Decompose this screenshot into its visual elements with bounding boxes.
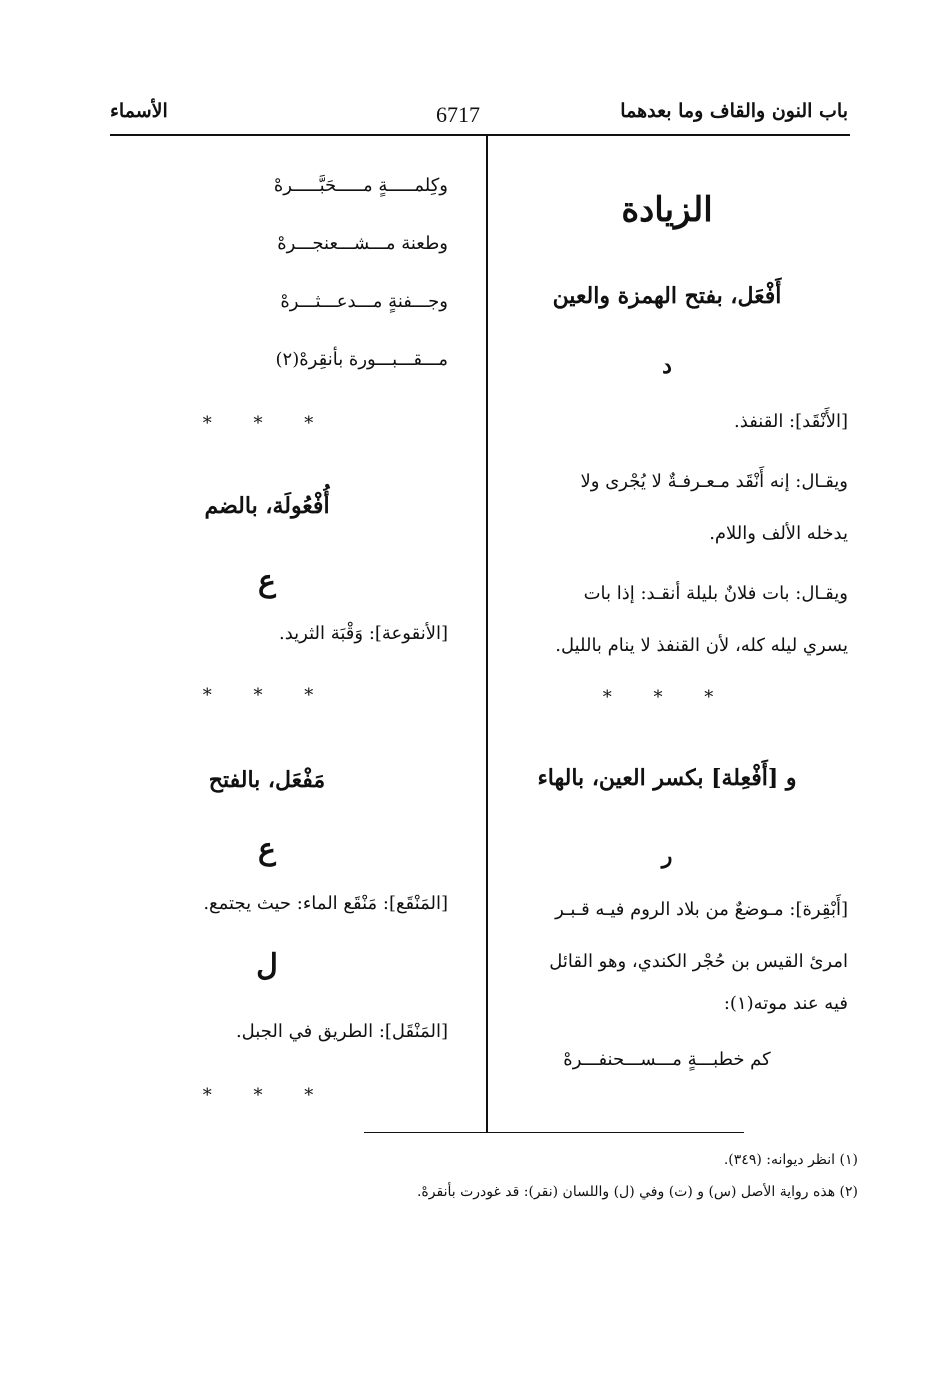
section-separator: * * * (202, 1085, 332, 1106)
entry-abqira-line2: امرئ القيس بن حُجْر الكندي، وهو القائل (549, 951, 848, 972)
verse-line: وكِلمـــــةٍ مـــــحَبَّـــــرهْ (273, 175, 448, 196)
page-number: 6717 (436, 102, 480, 127)
verse-line: كم خطبـــةٍ مـــســـحنفـــرهْ (563, 1049, 771, 1070)
entry-anqad-line5: يسري ليله كله، لأن القنفذ لا ينام بالليل. (555, 635, 848, 656)
header-rule (110, 134, 850, 136)
footnote-2: (٢) هذه رواية الأصل (س) و (ت) وفي (ل) واللسان (نقر): قد غودرت بأنقرهْ. (416, 1184, 858, 1200)
entry-abqira: [أَبْقِرة]: مـوضعٌ من بلاد الروم فيـه قـبـر (555, 899, 848, 920)
running-header-section: الأسماء (110, 100, 168, 122)
section-separator: * * * (202, 685, 332, 706)
letter-heading-ain: ع (258, 564, 276, 599)
verse-line: مـــقـــبـــورة بأنقِرهْ(٢) (275, 349, 448, 370)
section-separator: * * * (602, 687, 732, 708)
verse-line: وجـــفنةٍ مـــدعـــثـــرهْ (280, 291, 448, 312)
form-heading-afal: أَفْعَل، بفتح الهمزة والعين (552, 283, 782, 309)
running-header-chapter: باب النون والقاف وما بعدهما (620, 100, 848, 122)
section-title: الزيادة (621, 190, 713, 230)
entry-anqad-line3: يدخله الألف واللام. (709, 523, 848, 544)
letter-heading-ain: ع (258, 832, 276, 867)
letter-heading-lam: ل (256, 948, 278, 983)
footnote-1: (١) انظر ديوانه: (٣٤٩). (723, 1152, 858, 1168)
letter-heading-ra: ر (661, 843, 673, 869)
entry-anqad-line4: ويقـال: بات فلانٌ بليلة أنقـد: إذا بات (583, 583, 848, 604)
form-heading-ufula: أُفْعُولَة، بالضم (204, 493, 330, 519)
entry-anquua: [الأنقوعة]: وَقْبَة الثريد. (278, 623, 448, 644)
form-heading-afila: و [أَفْعِلة] بكسر العين، بالهاء (537, 765, 797, 791)
footnote-rule (364, 1132, 744, 1133)
entry-anqad-line2: ويقـال: إنه أَنْقَد مـعـرفـةٌ لا يُجْرى ولا (580, 471, 848, 492)
section-separator: * * * (202, 413, 332, 434)
form-heading-mafal: مَفْعَل، بالفتح (208, 767, 326, 793)
entry-manqal: [المَنْقَل]: الطريق في الجبل. (235, 1021, 448, 1042)
verse-line: وطعنة مـــشـــعنجـــرهْ (277, 233, 448, 254)
entry-anqad: [الأَنْقَد]: القنفذ. (734, 411, 848, 432)
entry-manqa: [المَنْقَع]: مَنْقَع الماء: حيث يجتمع. (203, 893, 448, 914)
letter-heading-dal: د (662, 353, 672, 379)
entry-abqira-line3: فيه عند موته(١): (723, 993, 848, 1014)
